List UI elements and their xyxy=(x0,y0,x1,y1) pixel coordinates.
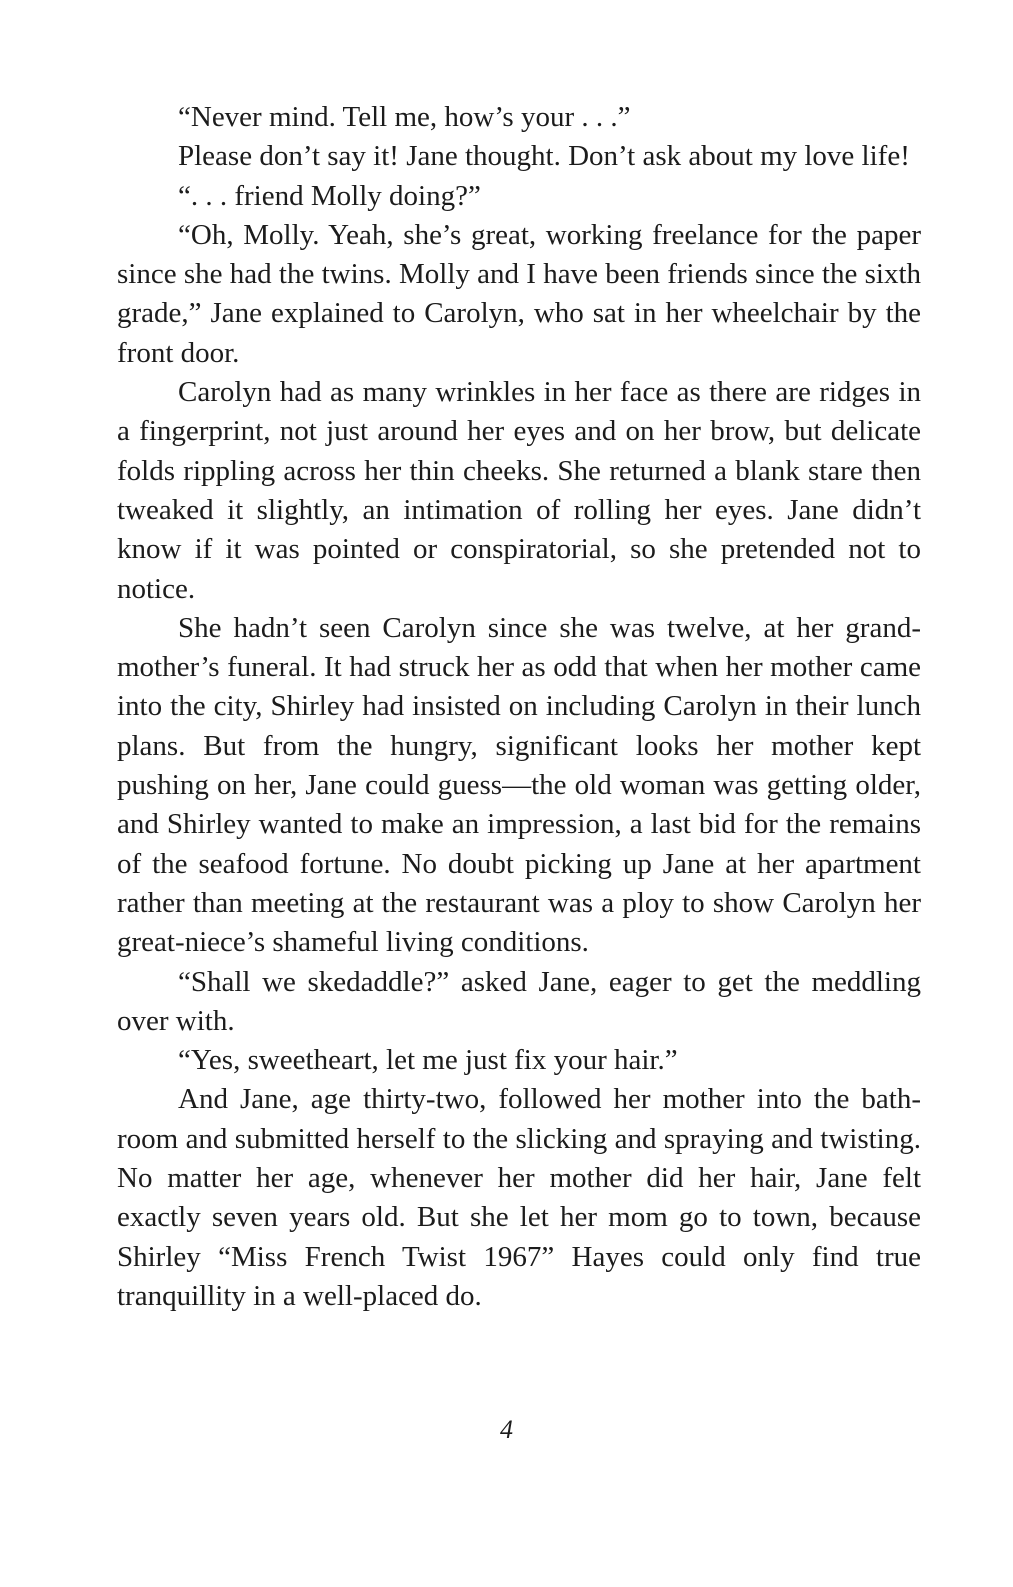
body-text xyxy=(117,98,921,1316)
page-number: 4 xyxy=(500,1415,513,1444)
paragraph: “. . . friend Molly doing?” xyxy=(178,179,481,212)
paragraph: “Shall we skedaddle?” asked Jane, eager to get the meddling over with. xyxy=(117,965,921,1037)
paragraph: And Jane, age thirty-two, followed her mother into the bathroom and submitted herself to the slicking and spraying and twisting. No matter her age, whenever her mother did her hair, Jane felt exactly seven years old. But she let her mom go to town, because Shirley “Miss French Twist 1967” Hayes could only find true tranquillity in a well-placed do. xyxy=(117,1083,921,1312)
paragraph: “Yes, sweetheart, let me just fix your hair.” xyxy=(178,1044,678,1077)
paragraph: Carolyn had as many wrinkles in her face as there are ridges in a fingerprint, not just around her eyes and on her brow, but delicate folds rippling across her thin cheeks. She returned a blank stare then tweaked it slightly, an intimation of rolling her eyes. Jane didn’t know if it was pointed or conspiratorial, so she pretended not to notice. xyxy=(117,376,921,605)
paragraph: “Oh, Molly. Yeah, she’s great, working freelance for the paper since she had the twins. Molly and I have been friends since the sixth grade,” Jane explained to Carolyn, who sat in her wheelchair by the front door. xyxy=(117,218,921,369)
paragraph: “Never mind. Tell me, how’s your . . .” xyxy=(178,101,631,133)
paragraph: She hadn’t seen Carolyn since she was twelve, at her grandmother’s funeral. It had struck her as odd that when her mother came into the city, Shirley had insisted on including Carolyn in their lunch plans. But from the hungry, significant looks her mother kept pushing on her, Jane could guess—the old woman was getting older, and Shirley wanted to make an impression, a last bid for the remains of the seafood fortune. No doubt picking up Jane at her apartment rather than meeting at the restaurant was a ploy to show Carolyn her great-niece’s shameful living conditions. xyxy=(117,611,921,959)
paragraph: Please don’t say it! Jane thought. Don’t ask about my love life! xyxy=(178,140,910,173)
